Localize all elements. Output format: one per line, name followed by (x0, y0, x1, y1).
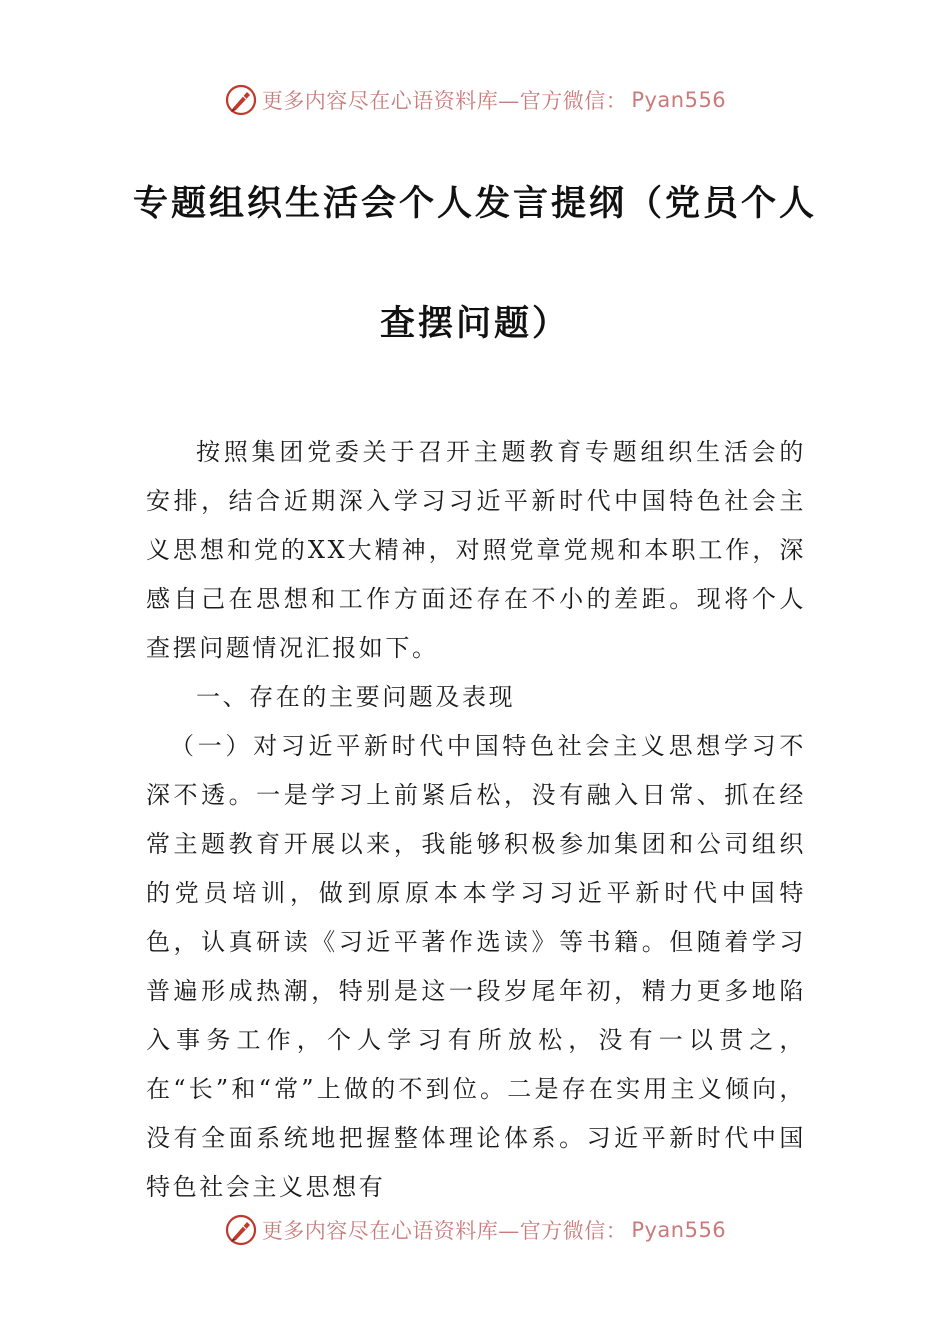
watermark-footer (0, 1210, 950, 1250)
watermark-header (0, 80, 950, 120)
document-title-line2: 查摆问题） (379, 304, 570, 344)
watermark-text: 更多内容尽在心语资料库—官方微信： (261, 89, 628, 113)
pen-logo-icon (224, 83, 258, 117)
pen-logo-icon (224, 1213, 258, 1247)
document-title-line1: 专题组织生活会个人发言提纲（党员个人 (132, 184, 817, 224)
watermark-text: 更多内容尽在心语资料库—官方微信： (261, 1219, 628, 1243)
watermark-wechat-id: Pyan556 (631, 88, 727, 112)
intro-paragraph: 按照集团党委关于召开主题教育专题组织生活会的安排，结合近期深入学习习近平新时代中国特色社会主义思想和党的XX大精神，对照党章党规和本职工作，深感自己在思想和工作方面还存在不小的差距。现将个人查摆问题情况汇报如下。 (146, 438, 806, 662)
watermark-wechat-id: Pyan556 (631, 1218, 727, 1242)
point-one-paragraph: （一）对习近平新时代中国特色社会主义思想学习不深不透。一是学习上前紧后松，没有融入日常、抓在经常主题教育开展以来，我能够积极参加集团和公司组织的党员培训，做到原原本本学习习近平新时代中国特色，认真研读《习近平著作选读》等书籍。但随着学习普遍形成热潮，特别是这一段岁尾年初，精力更多地陷入事务工作，个人学习有所放松，没有一以贯之，在“长”和“常”上做的不到位。二是存在实用主义倾向，没有全面系统地把握整体理论体系。习近平新时代中国特色社会主义思想有 (146, 732, 806, 1201)
section-heading: 一、存在的主要问题及表现 (196, 683, 516, 711)
document-body (146, 428, 806, 1212)
